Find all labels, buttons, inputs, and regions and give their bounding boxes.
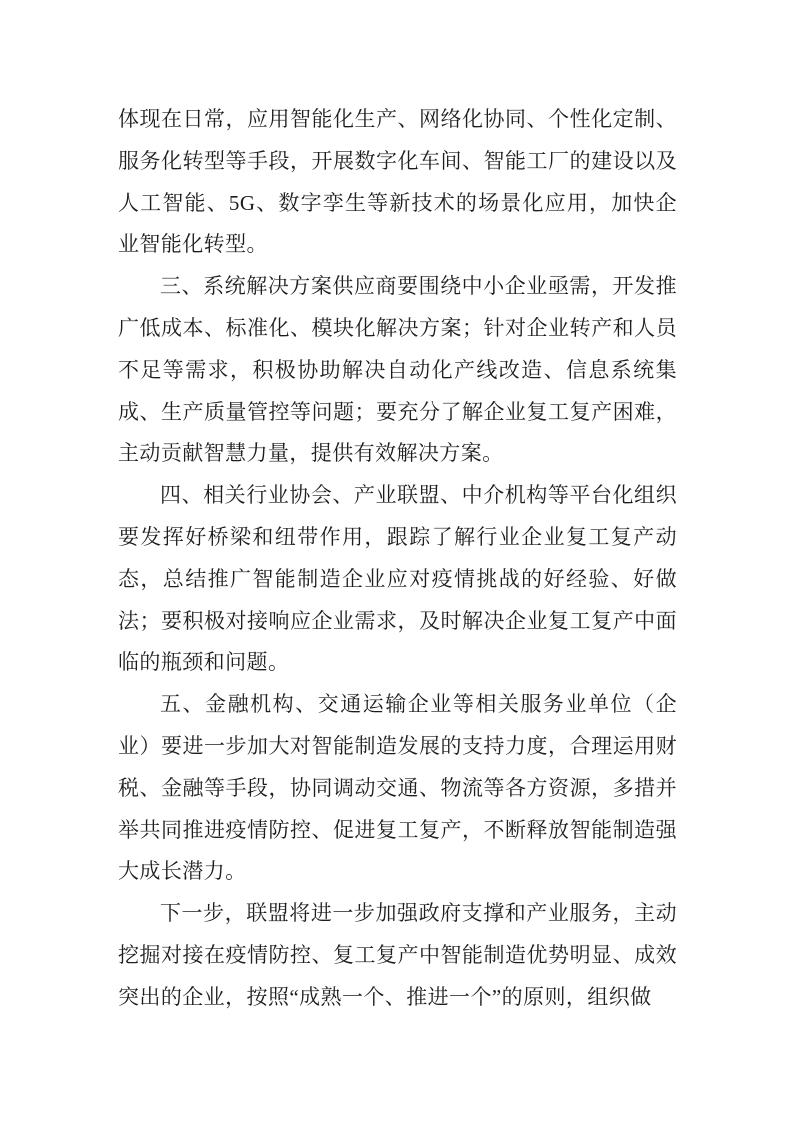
- paragraph-item-three: 三、系统解决方案供应商要围绕中小企业亟需，开发推广低成本、标准化、模块化解决方案；针对企业转产和人员不足等需求，积极协助解决自动化产线改造、信息系统集成、生产质量管控等问题；要充分了解企业复工复产困难，主动贡献智慧力量，提供有效解决方案。: [118, 274, 677, 466]
- paragraph-item-five: 五、金融机构、交通运输企业等相关服务业单位（企业）要进一步加大对智能制造发展的支持力度，合理运用财税、金融等手段，协同调动交通、物流等各方资源，多措并举共同推进疫情防控、促进复工复产，不断释放智能制造强大成长潜力。: [118, 692, 677, 884]
- document-text-block: [118, 99, 677, 1019]
- paragraph-item-four: 四、相关行业协会、产业联盟、中介机构等平台化组织要发挥好桥梁和纽带作用，跟踪了解行业企业复工复产动态，总结推广智能制造企业应对疫情挑战的好经验、好做法；要积极对接响应企业需求，及时解决企业复工复产中面临的瓶颈和问题。: [118, 483, 677, 675]
- paragraph-next-step: 下一步，联盟将进一步加强政府支撑和产业服务，主动挖掘对接在疫情防控、复工复产中智能制造优势明显、成效突出的企业，按照“成熟一个、推进一个”的原则，组织做: [118, 901, 677, 1009]
- paragraph-continuation: 体现在日常，应用智能化生产、网络化协同、个性化定制、服务化转型等手段，开展数字化车间、智能工厂的建设以及人工智能、5G、数字孪生等新技术的场景化应用，加快企业智能化转型。: [118, 107, 677, 257]
